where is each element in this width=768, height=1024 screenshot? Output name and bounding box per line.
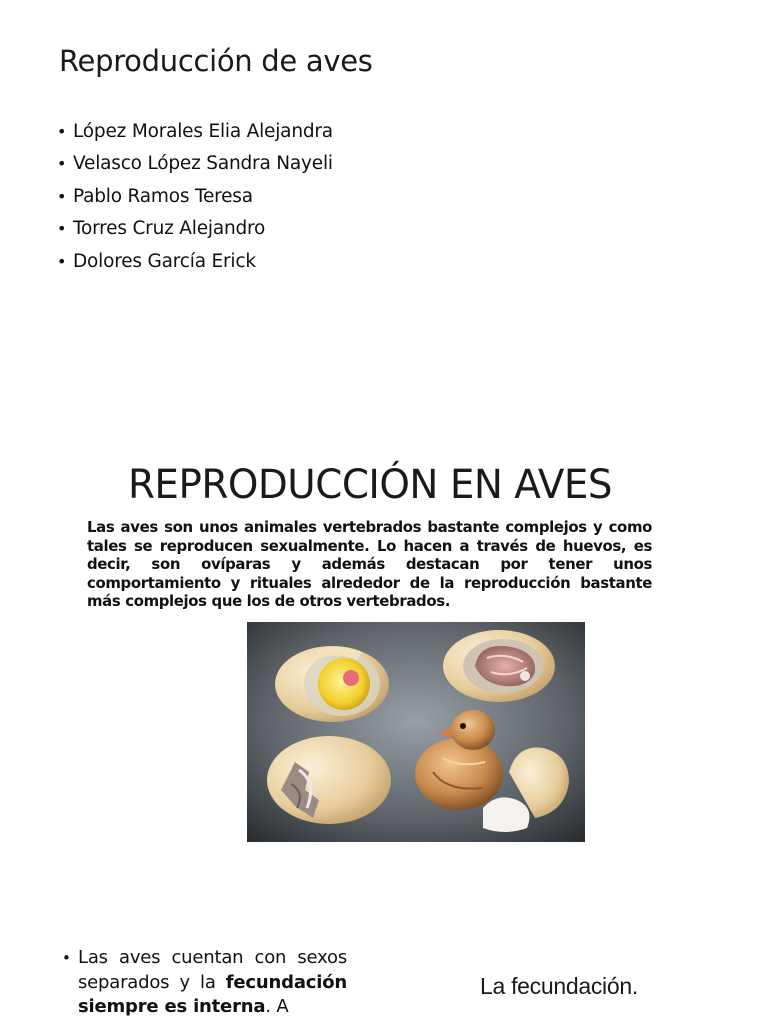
slide1-title: Reproducción de aves — [59, 44, 373, 78]
egg-hatching-stage — [267, 736, 391, 824]
fecundation-heading: La fecundación. — [480, 973, 638, 999]
bullet-dot: • — [62, 949, 71, 967]
intro-paragraph: Las aves son unos animales vertebrados bastante complejos y como tales se reproducen sexualmente. Lo hacen a través de huevos, es decir, son ovíparas y además destacan por tener unos comportamiento y rituales alrededor de la reproducción bastante más complejos que los de otros vertebrados. — [87, 518, 652, 611]
author-item: • Pablo Ramos Teresa — [57, 181, 333, 213]
author-item: • López Morales Elia Alejandra — [57, 116, 333, 148]
bullet-text-part1: Las aves cuentan con sexos separados y la — [78, 947, 347, 993]
author-item: • Velasco López Sandra Nayeli — [57, 148, 333, 180]
bullet-text-part2: . A — [265, 996, 289, 1017]
slide2-title: REPRODUCCIÓN EN AVES — [127, 462, 613, 508]
fecundation-bullet — [60, 946, 347, 1020]
author-item: • Dolores García Erick — [57, 246, 333, 278]
egg-embryo-stage — [443, 630, 555, 702]
bullet-text-bold: fecundación siempre es interna — [78, 971, 347, 1017]
author-list — [57, 116, 333, 278]
egg-hatching-illustration — [247, 622, 585, 842]
author-item: • Torres Cruz Alejandro — [57, 213, 333, 245]
egg-yolk-stage — [275, 646, 389, 722]
